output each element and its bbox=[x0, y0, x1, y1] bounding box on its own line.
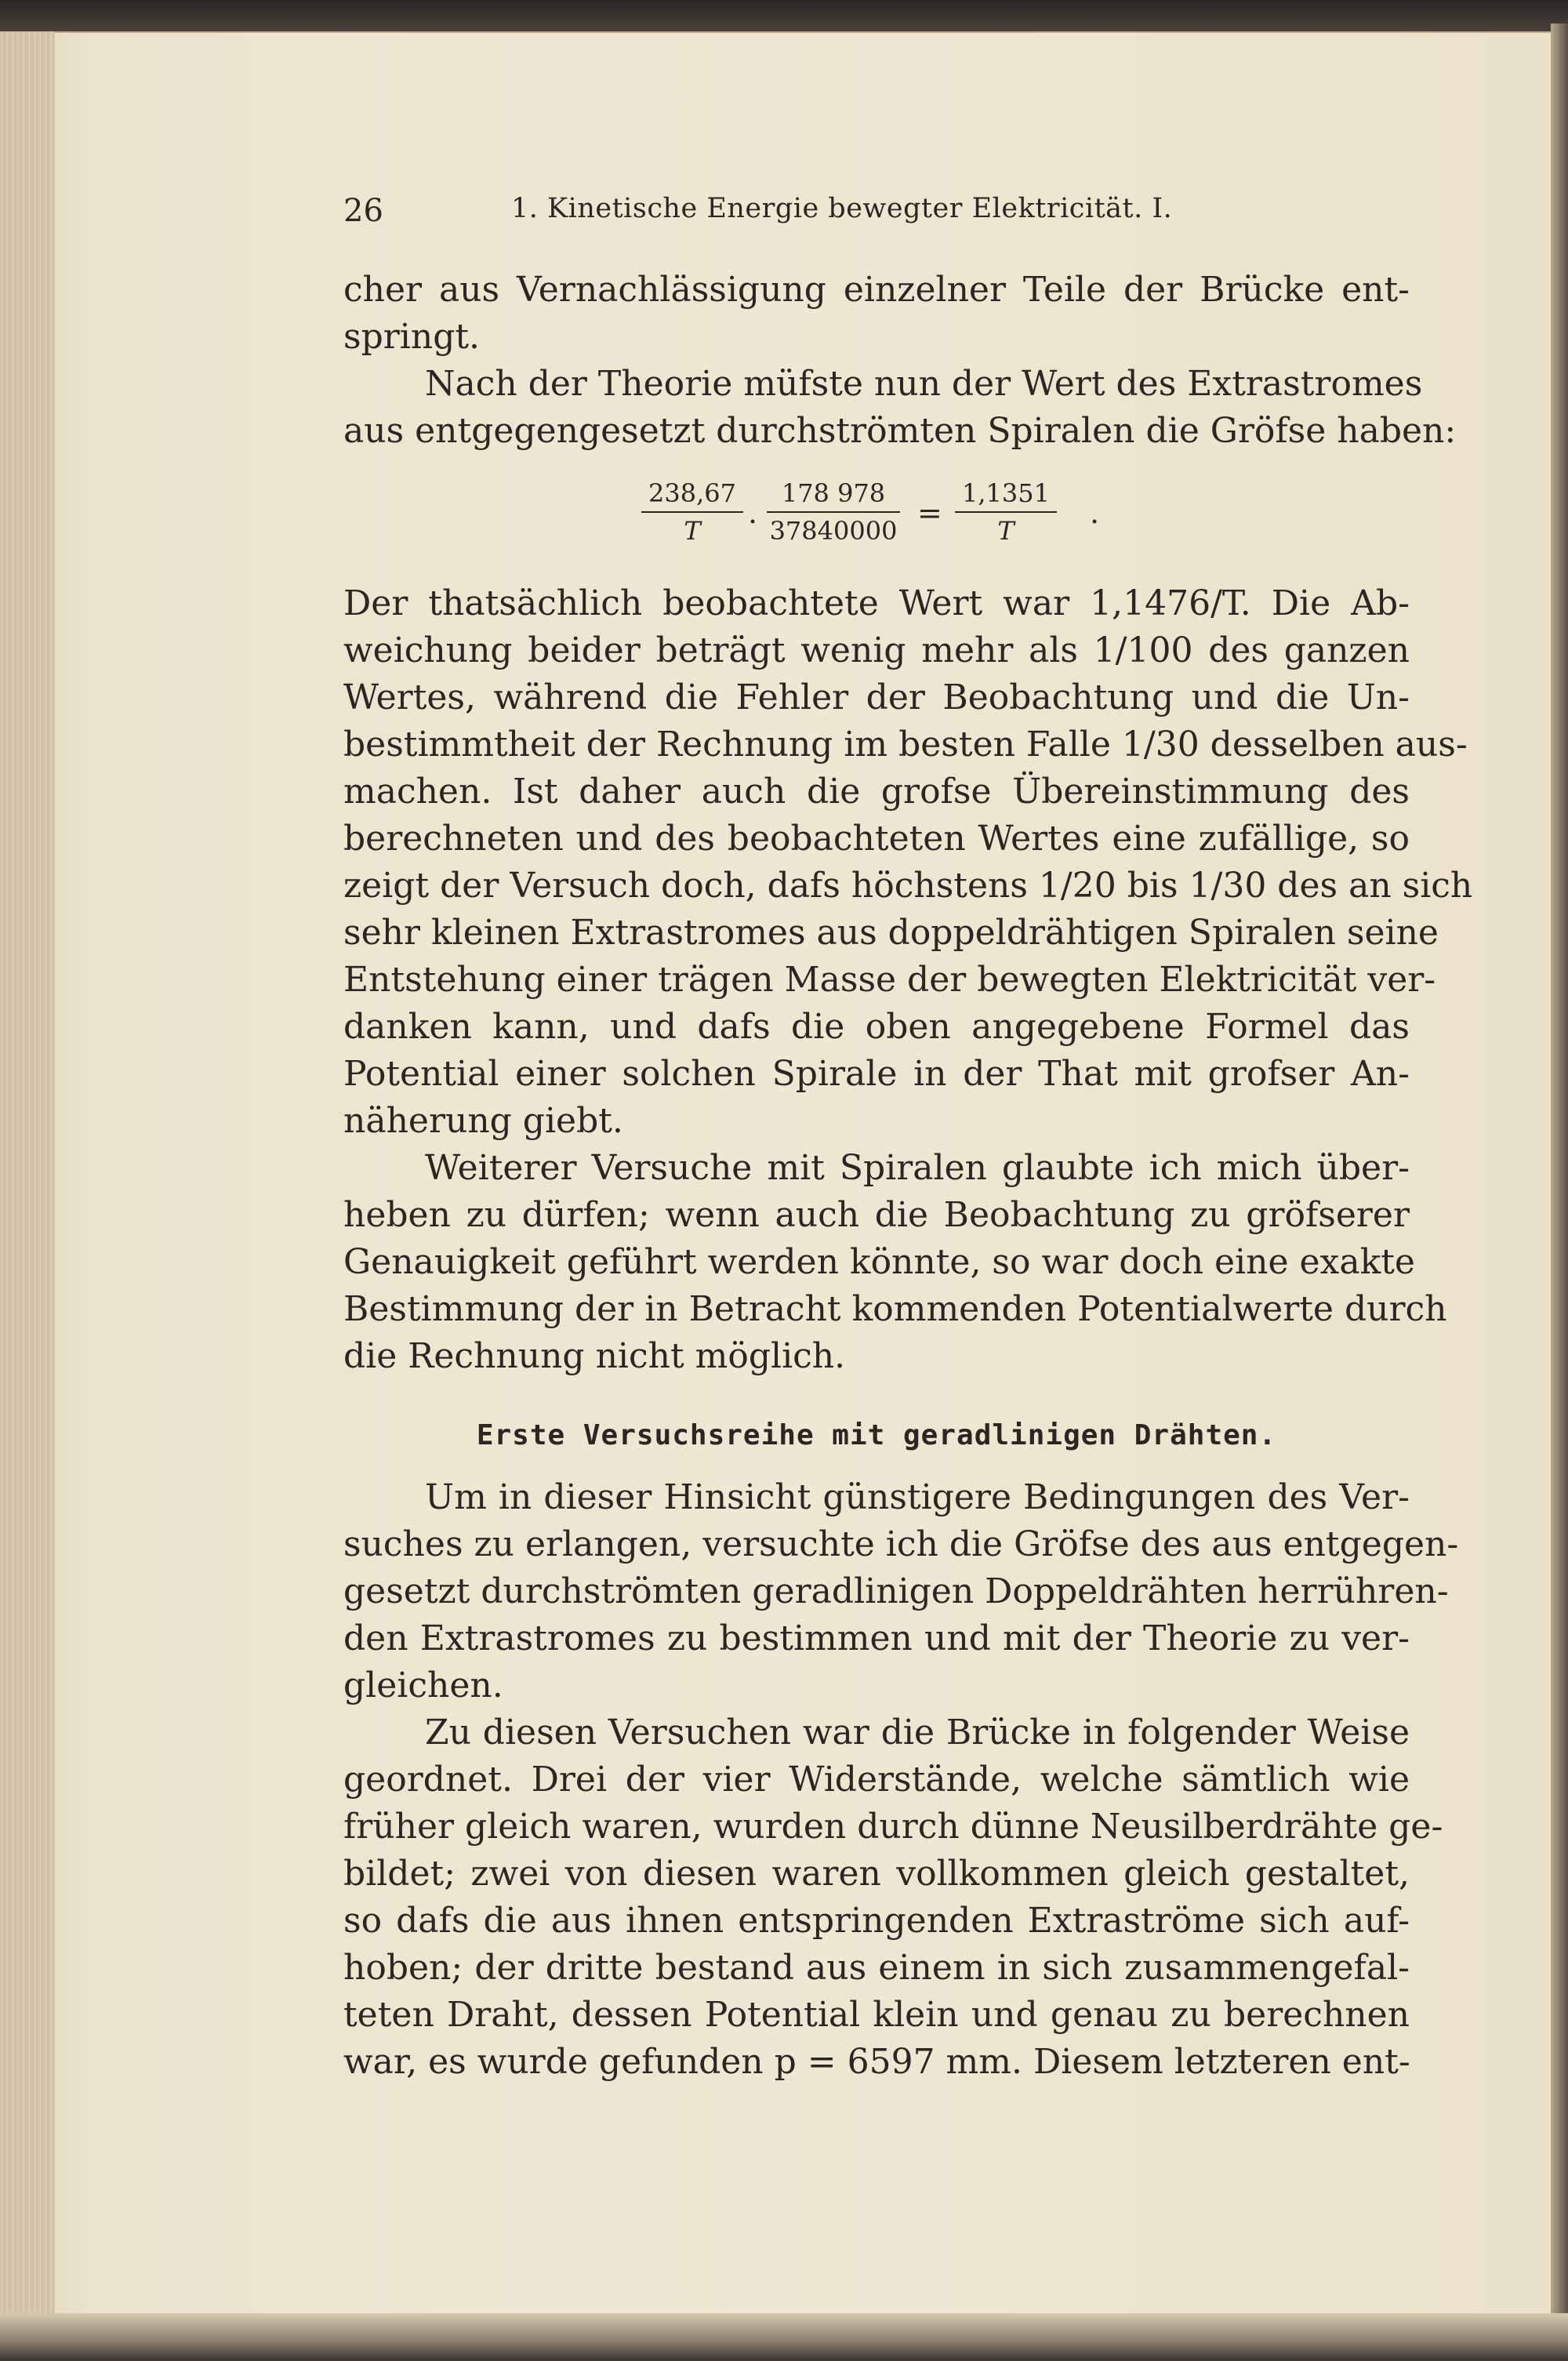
text-line: gleichen. bbox=[343, 1665, 503, 1705]
section-heading: Erste Versuchsreihe mit geradlinigen Drähten. bbox=[476, 1419, 1277, 1451]
text-line: machen. Ist daher auch die grofse Übereinstimmung des bbox=[343, 772, 1410, 812]
page-stack-edge bbox=[0, 31, 55, 2352]
formula-end-dot: . bbox=[1090, 496, 1100, 530]
text-line: weichung beider beträgt wenig mehr als 1/100 des ganzen bbox=[343, 630, 1410, 670]
fraction-1-numerator: 238,67 bbox=[641, 478, 743, 513]
text-line: heben zu dürfen; wenn auch die Beobachtung zu gröfserer bbox=[343, 1195, 1410, 1235]
text-line: Wertes, während die Fehler der Beobachtung und die Un- bbox=[343, 677, 1410, 717]
text-line: Um in dieser Hinsicht günstigere Bedingungen des Ver- bbox=[425, 1477, 1410, 1517]
equals-sign: = bbox=[917, 496, 942, 530]
fraction-1-denominator: T bbox=[684, 516, 701, 546]
text-line: früher gleich waren, wurden durch dünne Neusilberdrähte ge- bbox=[343, 1807, 1443, 1847]
text-line: aus entgegengesetzt durchströmten Spiralen die Gröfse haben: bbox=[343, 411, 1457, 451]
running-head-title: 1. Kinetische Energie bewegter Elektricität. I. bbox=[511, 193, 1173, 224]
text-line: war, es wurde gefunden p = 6597 mm. Diesem letzteren ent- bbox=[343, 2042, 1410, 2082]
text-line: so dafs die aus ihnen entspringenden Extraströme sich auf- bbox=[343, 1901, 1410, 1941]
text-line: Genauigkeit geführt werden könnte, so war doch eine exakte bbox=[343, 1242, 1415, 1282]
text-line: sehr kleinen Extrastromes aus doppeldrähtigen Spiralen seine bbox=[343, 913, 1439, 953]
text-line: bestimmtheit der Rechnung im besten Falle 1/30 desselben aus- bbox=[343, 725, 1468, 765]
running-head bbox=[343, 180, 1410, 227]
text-line: berechneten und des beobachteten Wertes eine zufällige, so bbox=[343, 819, 1410, 859]
text-line: cher aus Vernachlässigung einzelner Teile der Brücke ent- bbox=[343, 270, 1410, 310]
paragraph-4 bbox=[343, 1145, 1447, 1380]
text-line: teten Draht, dessen Potential klein und genau zu berechnen bbox=[343, 1995, 1410, 2035]
multiply-dot: . bbox=[748, 496, 758, 530]
text-line: danken kann, und dafs die oben angegebene Formel das bbox=[343, 1007, 1410, 1047]
text-line: bildet; zwei von diesen waren vollkommen gleich gestaltet, bbox=[343, 1854, 1410, 1894]
text-line: gesetzt durchströmten geradlinigen Doppeldrähten herrühren- bbox=[343, 1571, 1449, 1611]
text-line: Zu diesen Versuchen war die Brücke in folgender Weise bbox=[425, 1713, 1410, 1753]
text-line: den Extrastromes zu bestimmen und mit der Theorie zu ver- bbox=[343, 1618, 1410, 1658]
text-line: Weiterer Versuche mit Spiralen glaubte ich mich über- bbox=[425, 1148, 1410, 1188]
text-line: suches zu erlangen, versuchte ich die Gröfse des aus entgegen- bbox=[343, 1524, 1459, 1564]
text-line: springt. bbox=[343, 317, 481, 357]
formula bbox=[641, 478, 1159, 565]
paragraph-3 bbox=[343, 580, 1473, 1145]
text-line: die Rechnung nicht möglich. bbox=[343, 1336, 846, 1376]
fraction-2-denominator: 37840000 bbox=[769, 516, 898, 546]
fraction-3-denominator: T bbox=[997, 516, 1014, 546]
text-line: zeigt der Versuch doch, dafs höchstens 1/20 bis 1/30 des an sich bbox=[343, 866, 1473, 906]
text-line: Entstehung einer trägen Masse der bewegten Elektricität ver- bbox=[343, 960, 1436, 1000]
text-line: hoben; der dritte bestand aus einem in sich zusammengefal- bbox=[343, 1948, 1410, 1988]
text-line: geordnet. Drei der vier Widerstände, welche sämtlich wie bbox=[343, 1760, 1410, 1800]
text-line: Potential einer solchen Spirale in der That mit grofser An- bbox=[343, 1054, 1410, 1094]
fraction-2-numerator: 178 978 bbox=[767, 478, 900, 513]
paragraph-5 bbox=[343, 1474, 1459, 1709]
page-number: 26 bbox=[343, 193, 383, 229]
text-line: Nach der Theorie müfste nun der Wert des Extrastromes bbox=[425, 364, 1423, 404]
fraction-1 bbox=[641, 478, 743, 546]
text-line: näherung giebt. bbox=[343, 1101, 623, 1141]
book-right-edge bbox=[1551, 24, 1568, 2361]
paragraph-6 bbox=[343, 1709, 1443, 2086]
fraction-2 bbox=[767, 478, 900, 546]
paragraph-1 bbox=[343, 267, 1410, 361]
paragraph-2 bbox=[343, 361, 1457, 455]
fraction-3 bbox=[955, 478, 1057, 546]
text-line: Der thatsächlich beobachtete Wert war 1,1476/T. Die Ab- bbox=[343, 583, 1410, 623]
fraction-3-numerator: 1,1351 bbox=[955, 478, 1057, 513]
book-bottom-edge bbox=[0, 2313, 1568, 2361]
text-line: Bestimmung der in Betracht kommenden Potentialwerte durch bbox=[343, 1289, 1447, 1329]
